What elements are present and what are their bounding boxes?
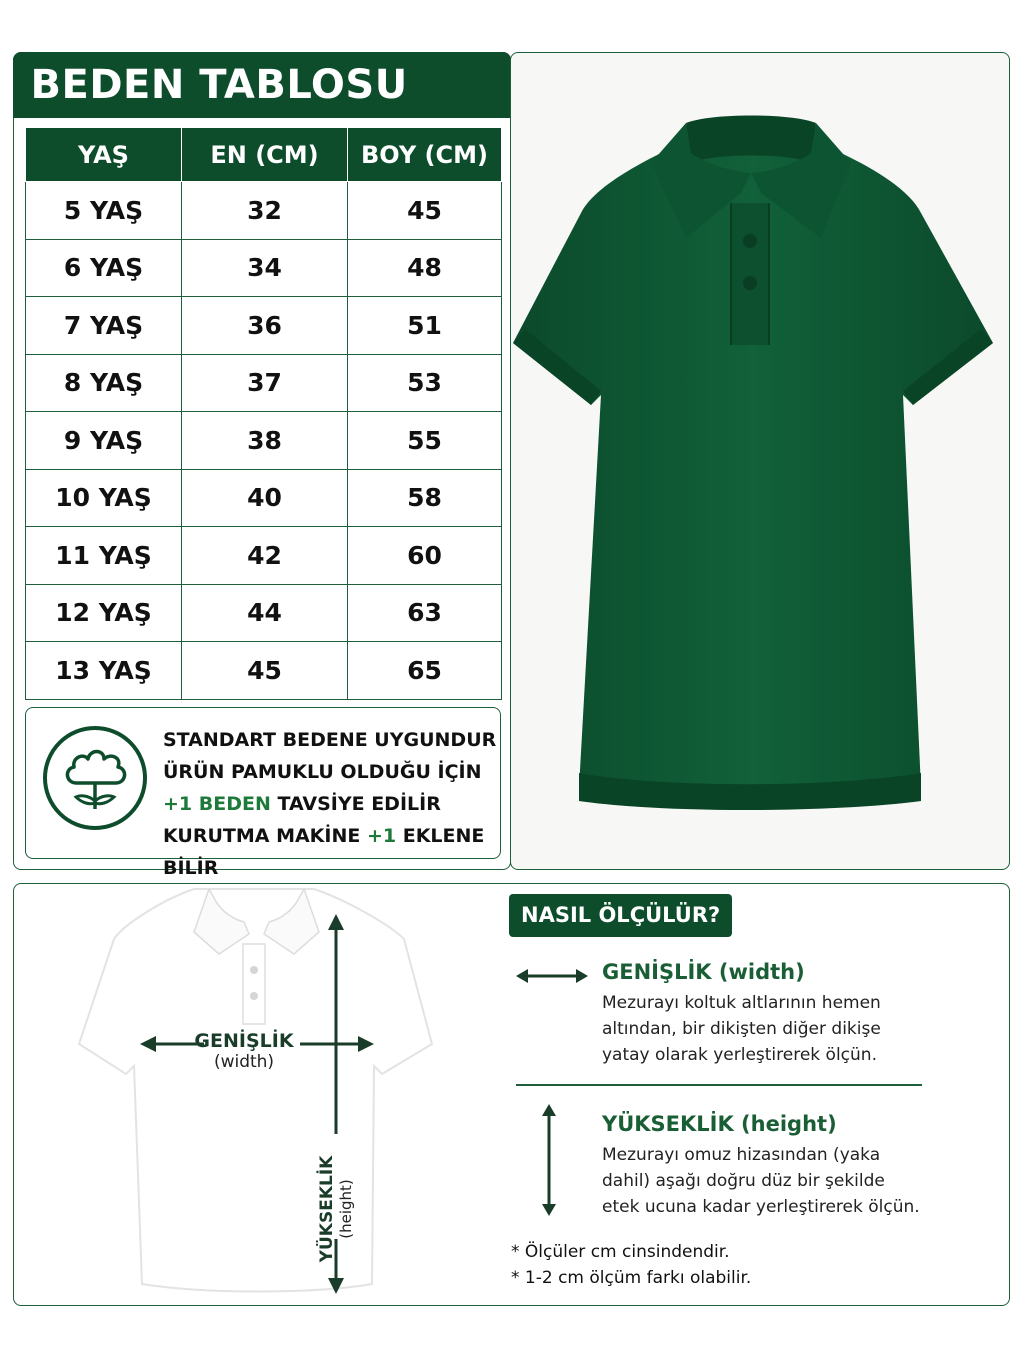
how-to-measure-badge: NASIL ÖLÇÜLÜR? [509, 894, 732, 937]
height-line-1: Mezurayı omuz hizasından (yaka [602, 1145, 881, 1165]
height-diagram-label [317, 1149, 367, 1269]
height-description [602, 1142, 922, 1220]
table-header-row [26, 128, 502, 182]
cell-width: 34 [182, 239, 348, 297]
note-line-3-rest: TAVSİYE EDİLİR [270, 793, 441, 815]
size-note-box [25, 707, 501, 879]
table-row [26, 239, 502, 297]
cell-width: 37 [182, 354, 348, 412]
size-chart-panel [13, 52, 511, 879]
cell-age: 10 YAŞ [26, 469, 182, 527]
product-image-panel [510, 52, 1010, 870]
width-description [602, 990, 922, 1068]
footnote-units: * Ölçüler cm cinsindendir. [511, 1242, 730, 1262]
table-row [26, 469, 502, 527]
cell-width: 32 [182, 182, 348, 240]
cell-length: 58 [348, 469, 502, 527]
table-row [26, 354, 502, 412]
cell-length: 60 [348, 527, 502, 585]
cell-width: 40 [182, 469, 348, 527]
how-to-measure-panel [13, 883, 1010, 1306]
cell-age: 11 YAŞ [26, 527, 182, 585]
green-polo-shirt-icon [511, 53, 1011, 871]
width-heading: GENİŞLİK (width) [602, 960, 805, 984]
height-line-3: etek ucuna kadar yerleştirerek ölçün. [602, 1197, 920, 1217]
table-row [26, 297, 502, 355]
note-highlight-size: +1 BEDEN [163, 793, 271, 815]
size-table [25, 127, 502, 700]
height-heading: YÜKSEKLİK (height) [602, 1112, 837, 1136]
white-polo-shirt-icon [14, 884, 494, 1307]
cell-length: 53 [348, 354, 502, 412]
cell-length: 45 [348, 182, 502, 240]
header-length: BOY (CM) [348, 128, 502, 182]
cell-width: 44 [182, 584, 348, 642]
header-age: YAŞ [26, 128, 182, 182]
note-line-1: STANDART BEDENE UYGUNDUR [163, 729, 497, 751]
width-diagram-label [184, 1030, 304, 1072]
cell-age: 7 YAŞ [26, 297, 182, 355]
note-lines [163, 724, 500, 884]
table-row [26, 527, 502, 585]
cell-width: 36 [182, 297, 348, 355]
cell-width: 45 [182, 642, 348, 700]
cell-age: 13 YAŞ [26, 642, 182, 700]
cell-age: 9 YAŞ [26, 412, 182, 470]
cell-length: 51 [348, 297, 502, 355]
cell-age: 6 YAŞ [26, 239, 182, 297]
cell-width: 42 [182, 527, 348, 585]
table-row [26, 642, 502, 700]
divider [516, 1084, 922, 1086]
cell-width: 38 [182, 412, 348, 470]
table-row [26, 182, 502, 240]
width-label-en: (width) [213, 1052, 275, 1072]
cell-age: 5 YAŞ [26, 182, 182, 240]
cell-age: 8 YAŞ [26, 354, 182, 412]
table-row [26, 584, 502, 642]
footnote-tolerance: * 1-2 cm ölçüm farkı olabilir. [511, 1268, 752, 1288]
header-width: EN (CM) [182, 128, 348, 182]
cell-length: 65 [348, 642, 502, 700]
width-line-2: altından, bir dikişten diğer dikişe [602, 1019, 881, 1039]
note-highlight-plus: +1 [366, 825, 397, 847]
vertical-arrow-icon [537, 1102, 561, 1218]
height-label-en: (height) [337, 1179, 355, 1239]
horizontal-arrow-icon [514, 964, 590, 988]
height-label: YÜKSEKLİK [317, 1155, 337, 1263]
width-label: GENİŞLİK [194, 1030, 294, 1052]
cell-length: 48 [348, 239, 502, 297]
note-line-2: ÜRÜN PAMUKLU OLDUĞU İÇİN [163, 761, 482, 783]
width-line-1: Mezurayı koltuk altlarının hemen [602, 993, 881, 1013]
table-row [26, 412, 502, 470]
cotton-icon [42, 725, 148, 831]
width-line-3: yatay olarak yerleştirerek ölçün. [602, 1045, 877, 1065]
note-line-4-end: EKLENE BİLİR [163, 825, 485, 879]
height-line-2: dahil) aşağı doğru düz bir şekilde [602, 1171, 885, 1191]
note-line-4 [163, 820, 500, 884]
cell-length: 63 [348, 584, 502, 642]
cell-length: 55 [348, 412, 502, 470]
cell-age: 12 YAŞ [26, 584, 182, 642]
size-chart-title: BEDEN TABLOSU [13, 52, 511, 118]
note-line-4-start: KURUTMA MAKİNE [163, 825, 367, 847]
note-line-3 [163, 788, 500, 820]
